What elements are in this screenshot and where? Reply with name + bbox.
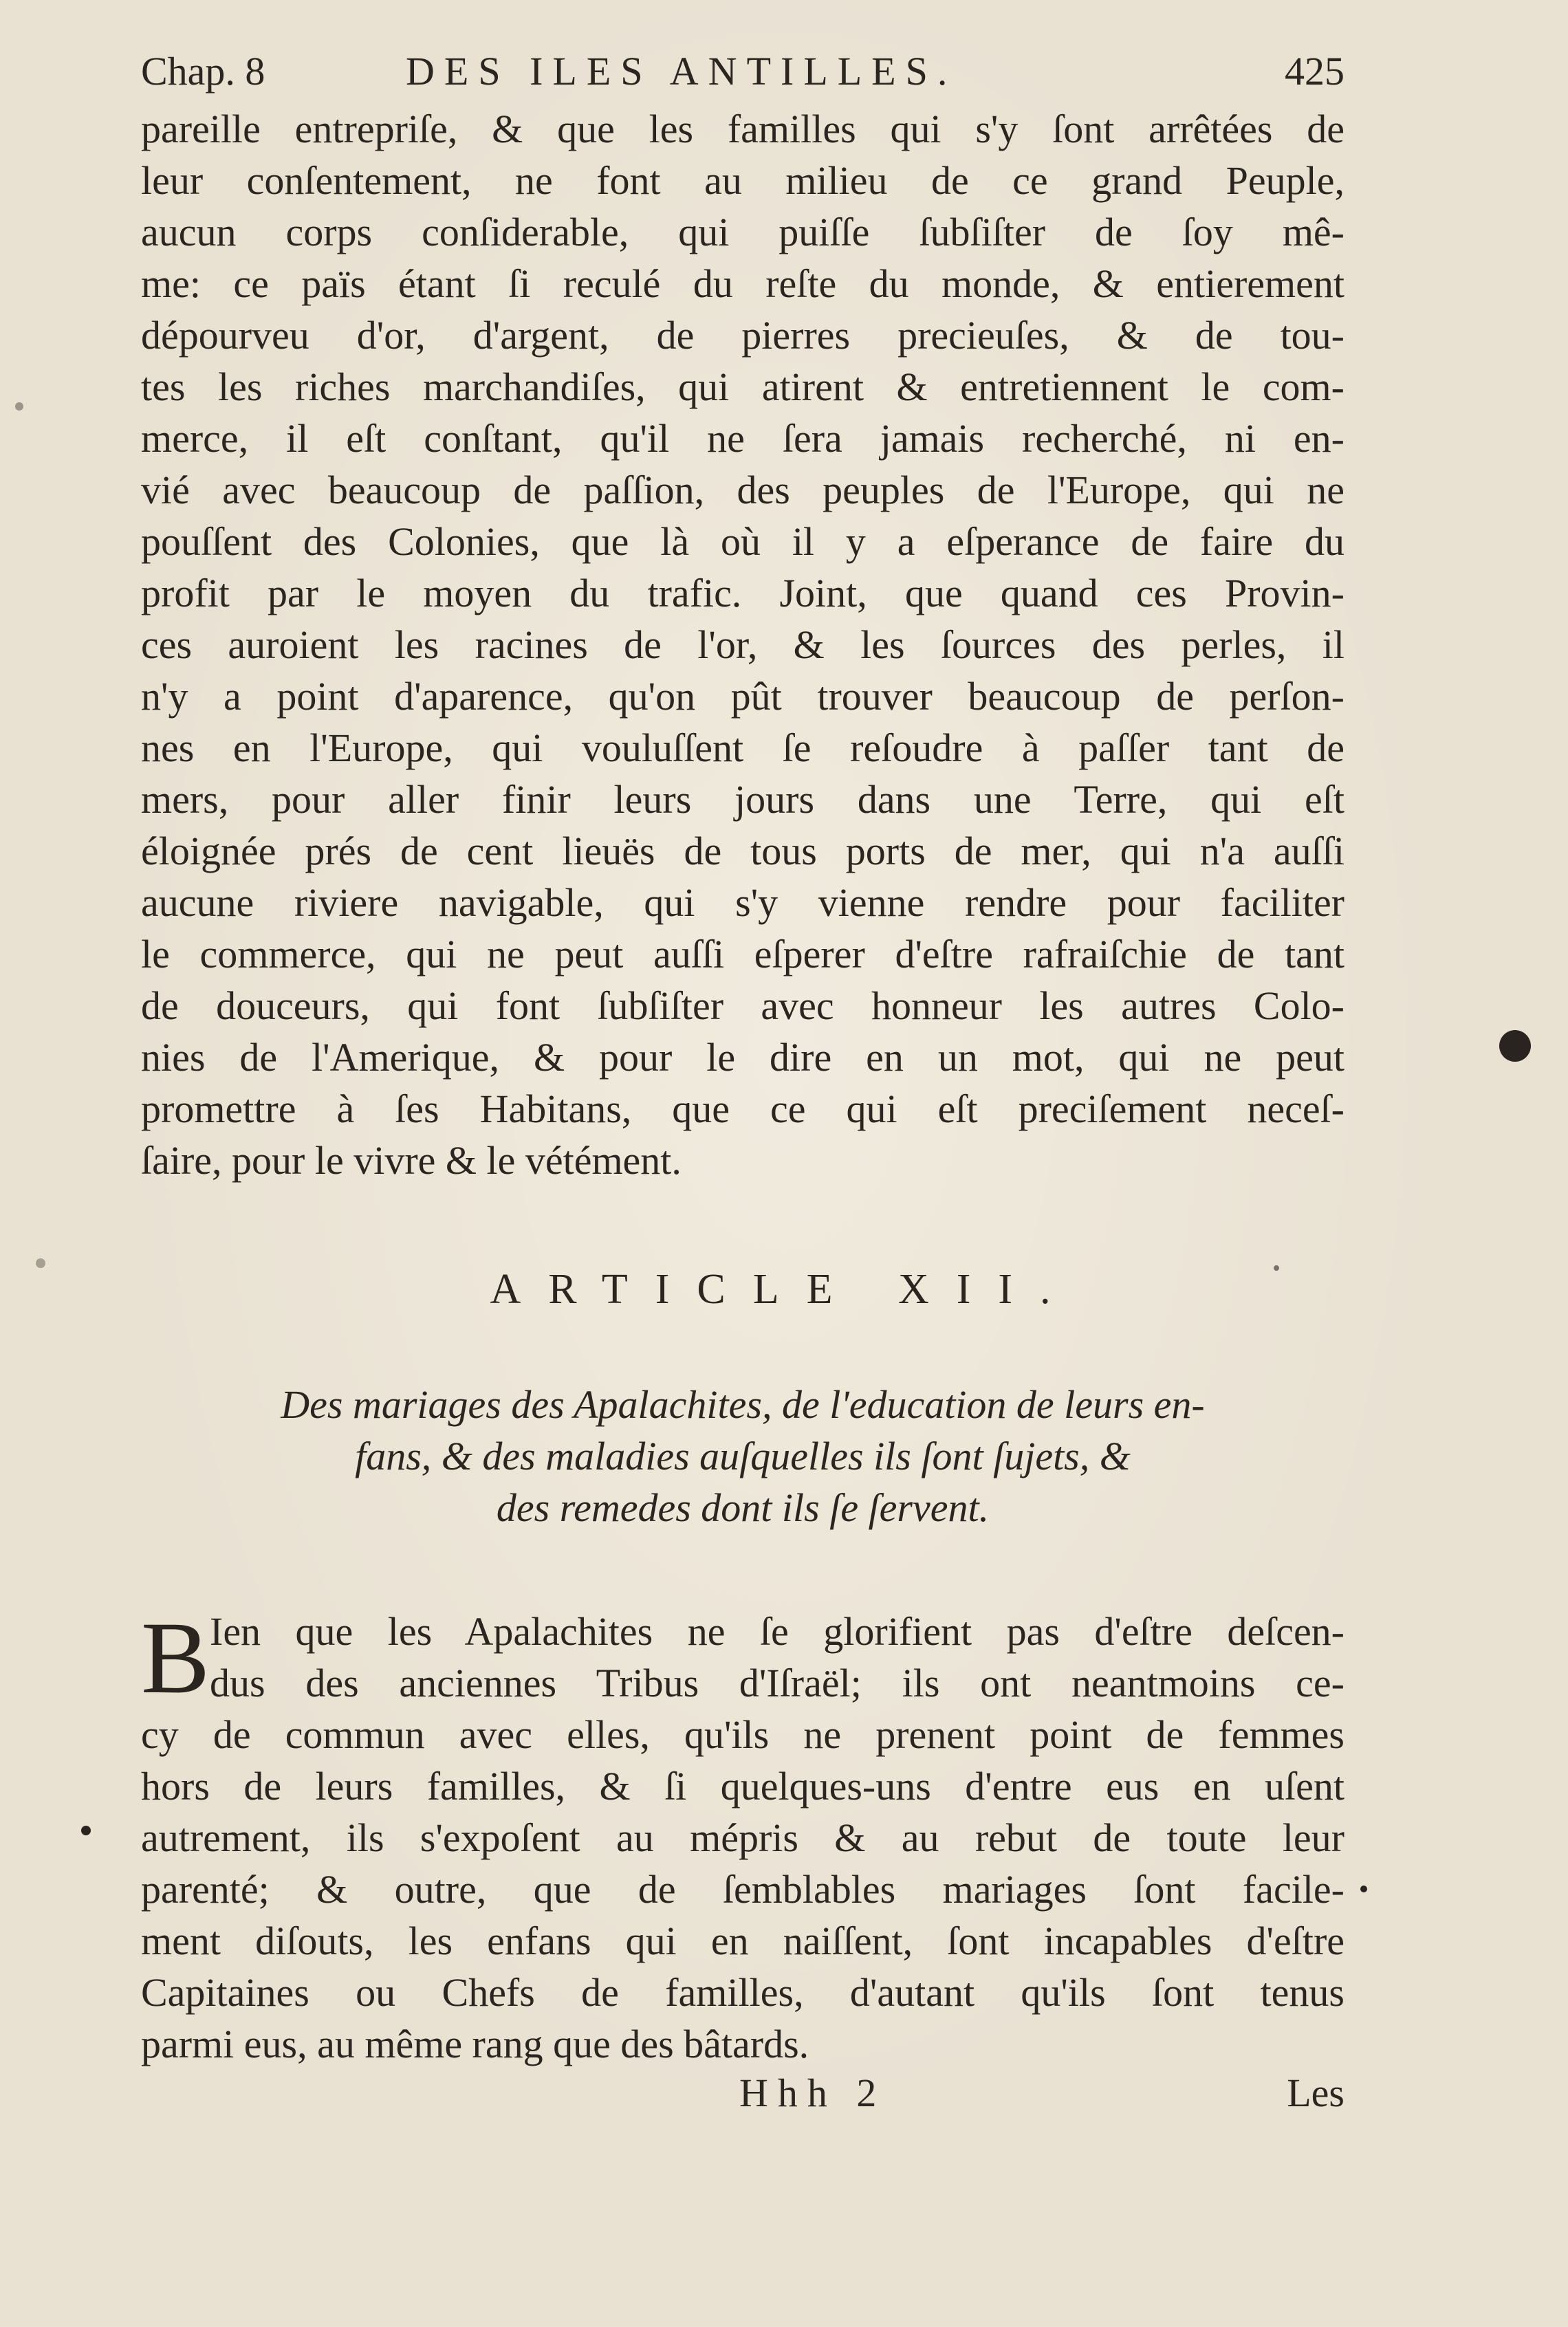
ink-spot [1274,1265,1279,1271]
text-line: me: ce païs étant ſi reculé du reſte du monde, & entierement [141,261,1344,306]
article-subtitle [158,1379,1327,1533]
text-line: Ien que les Apalachites ne ſe glorifient pas d'eſtre deſcen- [210,1609,1344,1654]
text-line: hors de leurs familles, & ſi quelques-uns d'entre eus en uſent [141,1764,1344,1809]
text-line: nes en l'Europe, qui vouluſſent ſe reſoudre à paſſer tant de [141,725,1344,770]
text-line: ment diſouts, les enfans qui en naiſſent, ſont incapables d'eſtre [141,1919,1344,1963]
text-line: aucun corps conſiderable, qui puiſſe ſubſiſter de ſoy mê- [141,210,1344,254]
text-line: de douceurs, qui font ſubſiſter avec honneur les autres Colo- [141,983,1344,1028]
text-line: mers, pour aller finir leurs jours dans une Terre, qui eſt [141,777,1344,822]
text-line: leur conſentement, ne font au milieu de ce grand Peuple, [141,158,1344,203]
text-line: nies de l'Amerique, & pour le dire en un mot, qui ne peut [141,1035,1344,1080]
subtitle-line: fans, & des maladies auſquelles ils ſont ſujets, & [355,1434,1131,1478]
text-line: éloignée prés de cent lieuës de tous ports de mer, qui n'a auſſi [141,829,1344,873]
text-line: autrement, ils s'expoſent au mépris & au rebut de toute leur [141,1815,1344,1860]
text-line: pareille entrepriſe, & que les familles qui s'y ſont arrêtées de [141,107,1344,151]
text-line: ſaire, pour le vivre & le vétément. [141,1138,682,1183]
ink-spot [1499,1030,1531,1062]
text-line: merce, il eſt conſtant, qu'il ne ſera jamais recherché, ni en- [141,416,1344,461]
text-line: vié avec beaucoup de paſſion, des peuples de l'Europe, qui ne [141,468,1344,512]
page-header [141,48,1344,103]
text-line: promettre à ſes Habitans, que ce qui eſt preciſement neceſ- [141,1086,1344,1131]
drop-cap: B [141,1601,210,1715]
paragraph-2 [141,1601,1344,2070]
ink-spot [15,402,23,411]
running-title: DES ILES ANTILLES. [406,49,957,94]
text-line: cy de commun avec elles, qu'ils ne prenent point de femmes [141,1712,1344,1757]
text-line: dépourveu d'or, d'argent, de pierres precieuſes, & de tou- [141,313,1344,358]
subtitle-line: des remedes dont ils ſe ſervent. [496,1485,990,1530]
ink-spot [81,1826,91,1835]
article-heading: ARTICLE XII. [490,1266,1078,1313]
text-line: Capitaines ou Chefs de familles, d'autant qu'ils ſont tenus [141,1970,1344,2015]
page-number: 425 [1285,49,1344,94]
ink-spot [36,1258,45,1268]
text-line: pouſſent des Colonies, que là où il y a eſperance de faire du [141,519,1344,564]
text-line: ces auroient les racines de l'or, & les ſources des perles, il [141,622,1344,667]
signature-mark: Hhh 2 [739,2071,886,2115]
text-line: tes les riches marchandiſes, qui atirent & entretiennent le com- [141,364,1344,409]
text-line: dus des anciennes Tribus d'Iſraël; ils ont neantmoins ce- [210,1661,1344,1705]
text-line: profit par le moyen du trafic. Joint, que quand ces Provin- [141,571,1344,615]
ink-spot [1360,1886,1367,1892]
text-line: n'y a point d'aparence, qu'on pût trouver beaucoup de perſon- [141,674,1344,719]
paragraph-1 [141,103,1344,1186]
page-footer [141,2070,1344,2125]
text-line: aucune riviere navigable, qui s'y vienne rendre pour faciliter [141,880,1344,925]
text-line: parenté; & outre, que de ſemblables mariages ſont facile- [141,1867,1344,1912]
text-line: le commerce, qui ne peut auſſi eſperer d'eſtre rafraiſchie de tant [141,932,1344,976]
catchword: Les [1287,2071,1344,2115]
text-line: parmi eus, au même rang que des bâtards. [141,2022,809,2066]
chapter-label: Chap. 8 [141,49,265,94]
subtitle-line: Des mariages des Apalachites, de l'education de leurs en- [281,1382,1205,1427]
